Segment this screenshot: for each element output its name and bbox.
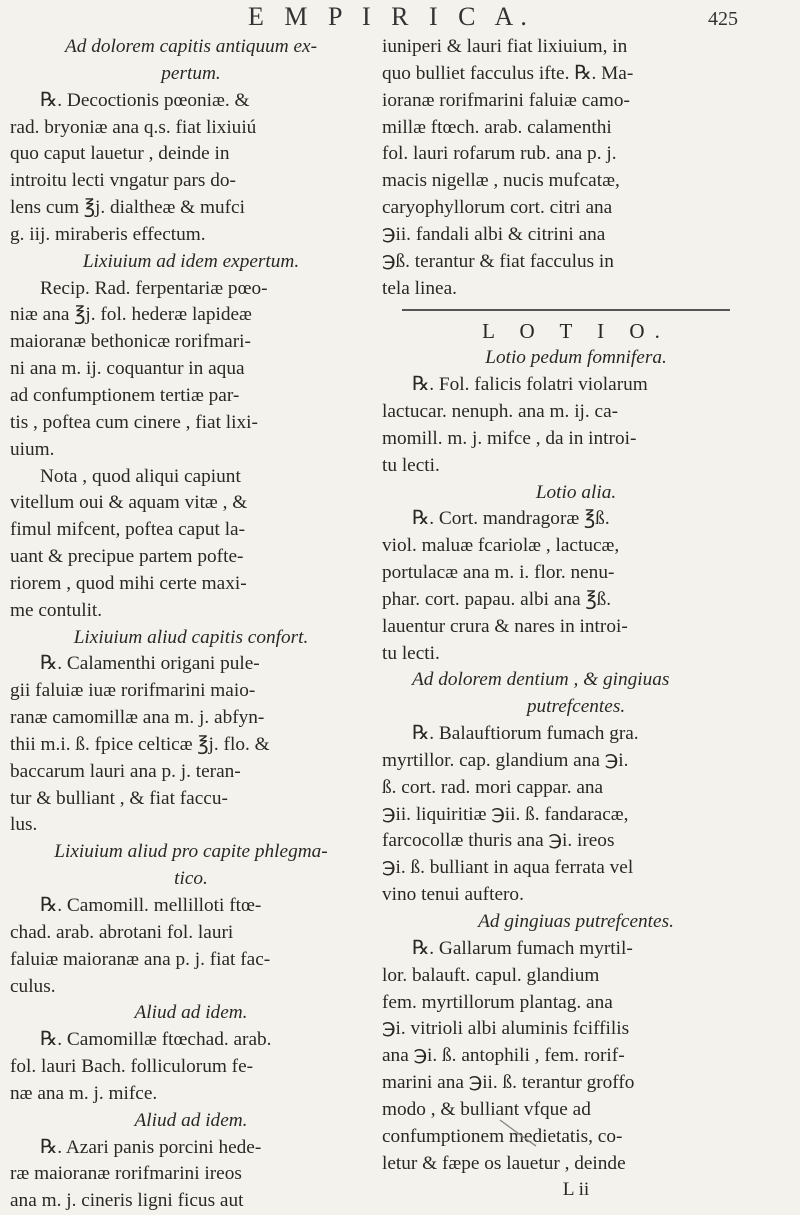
text-line: momill. m. j. mifce , da in introi-: [382, 427, 637, 449]
text-line: niæ ana ℥j. fol. hederæ lapideæ: [10, 304, 252, 326]
text-line: tela linea.: [382, 277, 457, 299]
text-line: Nota , quod aliqui capiunt: [40, 465, 241, 487]
text-line: ioranæ rorifmarini faluiæ camo-: [382, 89, 630, 111]
text-line: thii m.i. ß. fpice celticæ ℥j. flo. &: [10, 733, 270, 755]
text-line: lus.: [10, 814, 38, 836]
section-heading-line: Lotio pedum fomnifera.: [485, 347, 667, 369]
text-line: ℞. Camomill. mellilloti ftœ-: [40, 895, 262, 916]
pen-stroke-mark: [498, 1118, 538, 1148]
text-line: vino tenui auftero.: [382, 884, 524, 906]
text-line: confumptionem medietatis, co-: [382, 1125, 623, 1147]
text-line: macis nigellæ , nucis mufcatæ,: [382, 170, 620, 192]
section-heading-line: Lotio alia.: [535, 481, 617, 503]
text-line: ℞. Decoctionis pœoniæ. &: [40, 89, 250, 111]
text-line: uium.: [10, 438, 55, 460]
page-number: 425: [708, 8, 738, 30]
text-line: faluiæ maioranæ ana p. j. fiat fac-: [10, 948, 271, 970]
text-line: marini ana ℈ii. ß. terantur groffo: [382, 1072, 635, 1094]
text-line: fem. myrtillorum plantag. ana: [382, 991, 613, 1013]
text-line: L O T I O.: [482, 319, 670, 344]
section-heading-line: Aliud ad idem.: [134, 1002, 248, 1024]
text-line: ræ maioranæ rorifmarini ireos: [10, 1163, 242, 1185]
text-line: ß. cort. rad. mori cappar. ana: [382, 776, 604, 798]
text-line: iuniperi & lauri fiat lixiuium, in: [382, 36, 628, 57]
text-line: ℈ii. liquiritiæ ℈ii. ß. fandaracæ,: [382, 803, 629, 825]
text-line: ℞. Azari panis porcini hede-: [40, 1136, 262, 1158]
text-line: phar. cort. papau. albi ana ℥ß.: [382, 588, 612, 610]
text-line: portulacæ ana m. i. flor. nenu-: [382, 562, 615, 584]
text-line: gii faluiæ iuæ rorifmarini maio-: [10, 680, 256, 702]
section-heading-line: putrefcentes.: [526, 696, 626, 718]
text-line: me contulit.: [10, 599, 103, 621]
text-line: ℈ß. terantur & fiat facculus in: [382, 250, 614, 272]
text-line: quo bulliet facculus ifte. ℞. Ma-: [382, 62, 634, 84]
right-text-column: [382, 34, 770, 1204]
text-line: fimul mifcent, poftea caput la-: [10, 519, 246, 541]
text-line: riorem , quod mihi certe maxi-: [10, 572, 247, 594]
section-rule: [382, 302, 770, 318]
text-line: ranæ camomillæ ana m. j. abfyn-: [10, 707, 265, 729]
section-heading-line: Lixiuium aliud capitis confort.: [73, 626, 309, 648]
text-line: g. iij. miraberis effectum.: [10, 223, 206, 245]
section-heading-line: Ad dolorem capitis antiquum ex-: [64, 36, 318, 57]
page-header: [0, 2, 800, 32]
text-line: viol. maluæ fcariolæ , lactucæ,: [382, 535, 620, 557]
text-line: quo caput lauetur , deinde in: [10, 143, 230, 165]
text-line: ℈i. vitrioli albi aluminis fciffilis: [382, 1018, 630, 1040]
text-line: vitellum oui & aquam vitæ , &: [10, 492, 248, 514]
text-line: chad. arab. abrotani fol. lauri: [10, 921, 234, 943]
text-line: ana ℈i. ß. antophili , fem. rorif-: [382, 1045, 625, 1067]
text-line: tur & bulliant , & fiat faccu-: [10, 787, 228, 809]
section-heading-line: Ad dolorem dentium , & gingiuas: [412, 669, 670, 691]
text-line: ℈ii. fandali albi & citrini ana: [382, 223, 606, 245]
text-line: tis , poftea cum cinere , fiat lixi-: [10, 411, 258, 433]
text-line: uant & precipue partem pofte-: [10, 546, 244, 568]
text-line: ad confumptionem tertiæ par-: [10, 384, 240, 406]
text-line: fol. lauri rofarum rub. ana p. j.: [382, 143, 617, 165]
text-line: ℞. Camomillæ ftœchad. arab.: [40, 1029, 272, 1051]
section-heading-line: Lixiuium aliud pro capite phlegma-: [54, 841, 328, 863]
text-line: maioranæ bethonicæ rorifmari-: [10, 331, 251, 353]
text-line: lor. balauft. capul. glandium: [382, 964, 600, 986]
text-line: ℞. Fol. falicis folatri violarum: [412, 374, 648, 396]
text-line: ℞. Balauftiorum fumach gra.: [412, 723, 639, 745]
text-line: modo , & bulliant vfque ad: [382, 1098, 591, 1120]
text-line: myrtillor. cap. glandium ana ℈i.: [382, 749, 629, 771]
section-heading-line: Aliud ad idem.: [134, 1109, 248, 1131]
text-line: caryophyllorum cort. citri ana: [382, 197, 613, 219]
text-line: rad. bryoniæ ana q.s. fiat lixiuiú: [10, 116, 257, 138]
text-line: ℈i. ß. bulliant in aqua ferrata vel: [382, 857, 634, 879]
text-line: letur & fæpe os lauetur , deinde: [382, 1152, 626, 1174]
text-line: tu lecti.: [382, 642, 440, 664]
text-line: ana m. j. cineris ligni ficus aut: [10, 1190, 244, 1212]
text-line: L ii: [562, 1179, 590, 1201]
text-line: ℞. Gallarum fumach myrtil-: [412, 937, 633, 959]
text-line: ℞. Cort. mandragoræ ℥ß.: [412, 508, 610, 530]
text-line: baccarum lauri ana p. j. teran-: [10, 760, 241, 782]
section-heading-line: tico.: [174, 868, 208, 890]
text-line: næ ana m. j. mifce.: [10, 1082, 158, 1104]
text-line: fol. lauri Bach. folliculorum fe-: [10, 1056, 254, 1078]
text-line: culus.: [10, 975, 56, 997]
text-line: lauentur crura & nares in introi-: [382, 615, 628, 637]
text-line: millæ ftœch. arab. calamenthi: [382, 116, 612, 138]
text-line: tu lecti.: [382, 454, 440, 476]
text-line: ni ana m. ij. coquantur in aqua: [10, 358, 245, 380]
section-heading-line: pertum.: [161, 62, 221, 84]
text-line: lens cum ℥j. dialtheæ & mufci: [10, 197, 245, 219]
section-heading-line: Ad gingiuas putrefcentes.: [478, 911, 674, 932]
text-line: Recip. Rad. ferpentariæ pœo-: [40, 277, 268, 299]
left-text-column: [10, 34, 372, 1215]
section-heading-line: Lixiuium ad idem expertum.: [82, 250, 300, 272]
text-line: introitu lecti vngatur pars do-: [10, 170, 236, 192]
text-line: farcocollæ thuris ana ℈i. ireos: [382, 830, 615, 852]
text-line: ℞. Calamenthi origani pule-: [40, 653, 260, 675]
running-head: E M P I R I C A.: [248, 2, 534, 31]
text-line: lactucar. nenuph. ana m. ij. ca-: [382, 400, 619, 422]
